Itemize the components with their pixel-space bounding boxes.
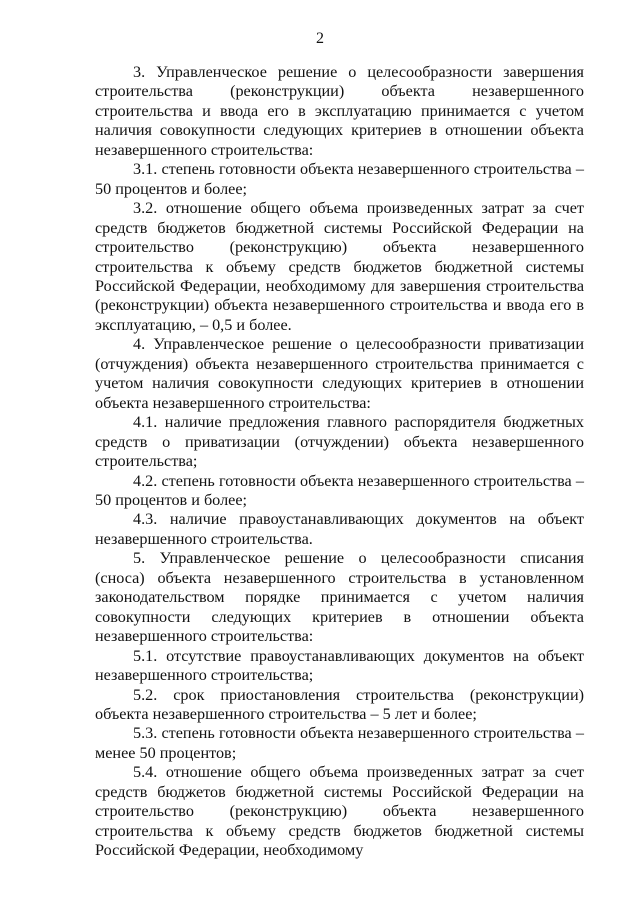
paragraph-4-1: 4.1. наличие предложения главного распорядителя бюджетных средств о приватизации (отчуждении) объекта незавершенного строительства; — [95, 413, 584, 471]
paragraph-4: 4. Управленческое решение о целесообразности приватизации (отчуждения) объекта незавершенного строительства принимается с учетом наличия совокупности следующих критериев в отношении объекта незавершенного строительства: — [95, 335, 584, 412]
paragraph-3: 3. Управленческое решение о целесообразности завершения строительства (реконструкции) объекта незавершенного строительства и ввода его в эксплуатацию принимается с учетом наличия совокупности следующих критериев в отношении объекта незавершенного строительства: — [95, 63, 584, 159]
paragraph-5-4: 5.4. отношение общего объема произведенных затрат за счет средств бюджетов бюджетной системы Российской Федерации на строительство (реконструкцию) объекта незавершенного строительства к объему средств бюджетов бюджетной системы Российской Федерации, необходимому — [95, 763, 584, 860]
paragraph-4-3: 4.3. наличие правоустанавливающих документов на объект незавершенного строительства. — [95, 510, 584, 548]
paragraph-3-2: 3.2. отношение общего объема произведенных затрат за счет средств бюджетов бюджетной системы Российской Федерации на строительство (реконструкцию) объекта незавершенного строительства к объему средств бюджетов бюджетной системы Российской Федерации, необходимому для завершения строительства (реконструкции) объекта незавершенного строительства и ввода его в эксплуатацию, – 0,5 и более. — [95, 199, 584, 334]
paragraph-5-3: 5.3. степень готовности объекта незавершенного строительства – менее 50 процентов; — [95, 724, 584, 762]
paragraph-5-1: 5.1. отсутствие правоустанавливающих документов на объект незавершенного строительства; — [95, 646, 584, 685]
document-body — [95, 63, 584, 861]
page-number: 2 — [316, 30, 324, 47]
paragraph-3-1: 3.1. степень готовности объекта незавершенного строительства – 50 процентов и более; — [95, 160, 584, 198]
paragraph-5: 5. Управленческое решение о целесообразности списания (сноса) объекта незавершенного строительства в установленном законодательством порядке принимается с учетом наличия совокупности следующих критериев в отношении объекта незавершенного строительства: — [95, 549, 584, 646]
paragraph-4-2: 4.2. степень готовности объекта незавершенного строительства – 50 процентов и более; — [95, 471, 584, 509]
paragraph-5-2: 5.2. срок приостановления строительства (реконструкции) объекта незавершенного строительства – 5 лет и более; — [95, 685, 584, 723]
